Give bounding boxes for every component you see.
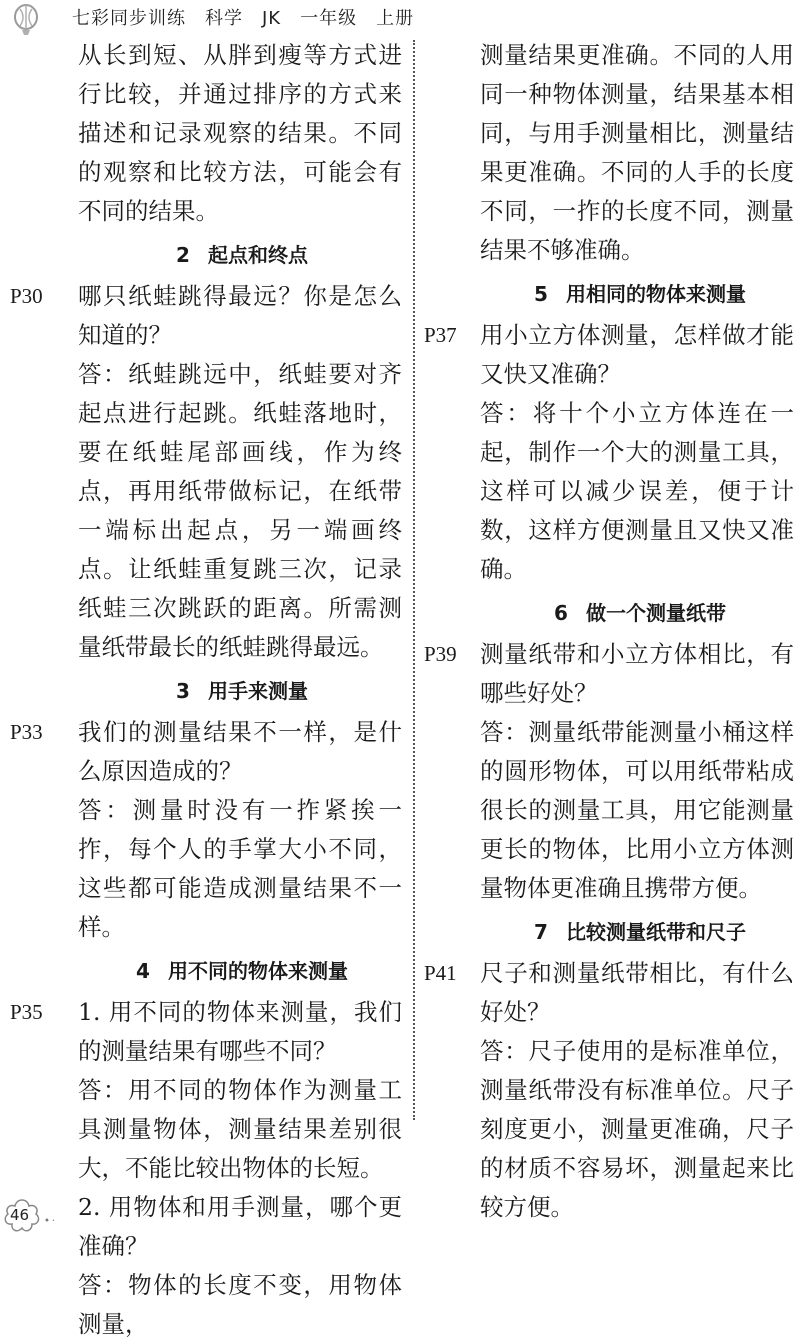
balloon-logo-icon: [6, 4, 46, 38]
answer: 答：用不同的物体作为测量工具测量物体，测量结果差别很大，不能比较出物体的长短。: [78, 1076, 402, 1182]
question: [424, 316, 794, 394]
question-text: 用小立方体测量，怎样做才能又快又准确？: [480, 321, 794, 388]
answer: 答：测量时没有一拃紧挨一拃，每个人的手掌大小不同，这些都可能造成测量结果不一样。: [78, 796, 402, 941]
answer-continuation: 测量结果更准确。不同的人用同一种物体测量，结果基本相同，与用手测量相比，测量结果更准确。不同的人手的长度不同，一拃的长度不同，测量结果不够准确。: [480, 41, 794, 264]
answer: 答：物体的长度不变，用物体测量，: [78, 1271, 402, 1338]
page-ref: P33: [10, 720, 43, 744]
question: [424, 954, 794, 1032]
section-title: 用手来测量: [207, 679, 308, 703]
section-heading: [424, 603, 800, 623]
question: [10, 993, 402, 1071]
section-heading: [424, 922, 800, 942]
section-number: 3: [176, 679, 190, 703]
section-number: 6: [554, 601, 568, 625]
section-title: 用相同的物体来测量: [565, 282, 746, 306]
section-title: 起点和终点: [207, 243, 308, 267]
question-text: 哪只纸蛙跳得最远？你是怎么知道的？: [78, 282, 402, 349]
column-divider: [413, 40, 415, 1120]
page-header: [0, 0, 800, 40]
book-title: 七彩同步训练 科学 JK 一年级 上册: [72, 8, 415, 29]
section-heading: [0, 961, 410, 981]
page-ref: P30: [10, 284, 43, 308]
section-number: 5: [534, 282, 548, 306]
left-column: [0, 36, 410, 1344]
right-column: [424, 36, 800, 1227]
question-text: 测量纸带和小立方体相比，有哪些好处？: [480, 640, 794, 707]
section-number: 4: [136, 959, 150, 983]
page-ref: P39: [424, 642, 457, 666]
section-heading: [0, 245, 410, 265]
question-text: 尺子和测量纸带相比，有什么好处？: [480, 959, 794, 1026]
section-title: 用不同的物体来测量: [167, 959, 348, 983]
question: 2. 用物体和用手测量，哪个更准确？: [78, 1193, 402, 1260]
answer: 答：纸蛙跳远中，纸蛙要对齐起点进行起跳。纸蛙落地时，要在纸蛙尾部画线，作为终点，再用纸带做标记，在纸带一端标出起点，另一端画终点。让纸蛙重复跳三次，记录纸蛙三次跳跃的距离。所需测量纸带最长的纸蛙跳得最远。: [78, 360, 402, 661]
question-text: 1. 用不同的物体来测量，我们的测量结果有哪些不同？: [78, 998, 402, 1065]
intro-paragraph: 从长到短、从胖到瘦等方式进行比较，并通过排序的方式来描述和记录观察的结果。不同的观察和比较方法，可能会有不同的结果。: [78, 41, 402, 225]
section-title: 做一个测量纸带: [585, 601, 726, 625]
section-number: 7: [534, 920, 548, 944]
page-ref: P41: [424, 961, 457, 985]
question: [424, 635, 794, 713]
page-number: 46: [10, 1206, 30, 1224]
answer: 答：将十个小立方体连在一起，制作一个大的测量工具，这样可以减少误差，便于计数，这样方便测量且又快又准确。: [480, 399, 794, 583]
question-text: 我们的测量结果不一样，是什么原因造成的？: [78, 718, 402, 785]
section-number: 2: [176, 243, 190, 267]
answer: 答：尺子使用的是标准单位，测量纸带没有标准单位。尺子刻度更小，测量更准确，尺子的材质不容易坏，测量起来比较方便。: [480, 1037, 794, 1221]
question: [10, 277, 402, 355]
page-ref: P35: [10, 1000, 43, 1024]
decorative-dots: •·: [44, 1216, 58, 1227]
page-ref: P37: [424, 323, 457, 347]
section-title: 比较测量纸带和尺子: [565, 920, 746, 944]
question: [10, 713, 402, 791]
section-heading: [0, 681, 410, 701]
section-heading: [424, 284, 800, 304]
answer: 答：测量纸带能测量小桶这样的圆形物体，可以用纸带粘成很长的测量工具，用它能测量更长的物体，比用小立方体测量物体更准确且携带方便。: [480, 718, 794, 902]
